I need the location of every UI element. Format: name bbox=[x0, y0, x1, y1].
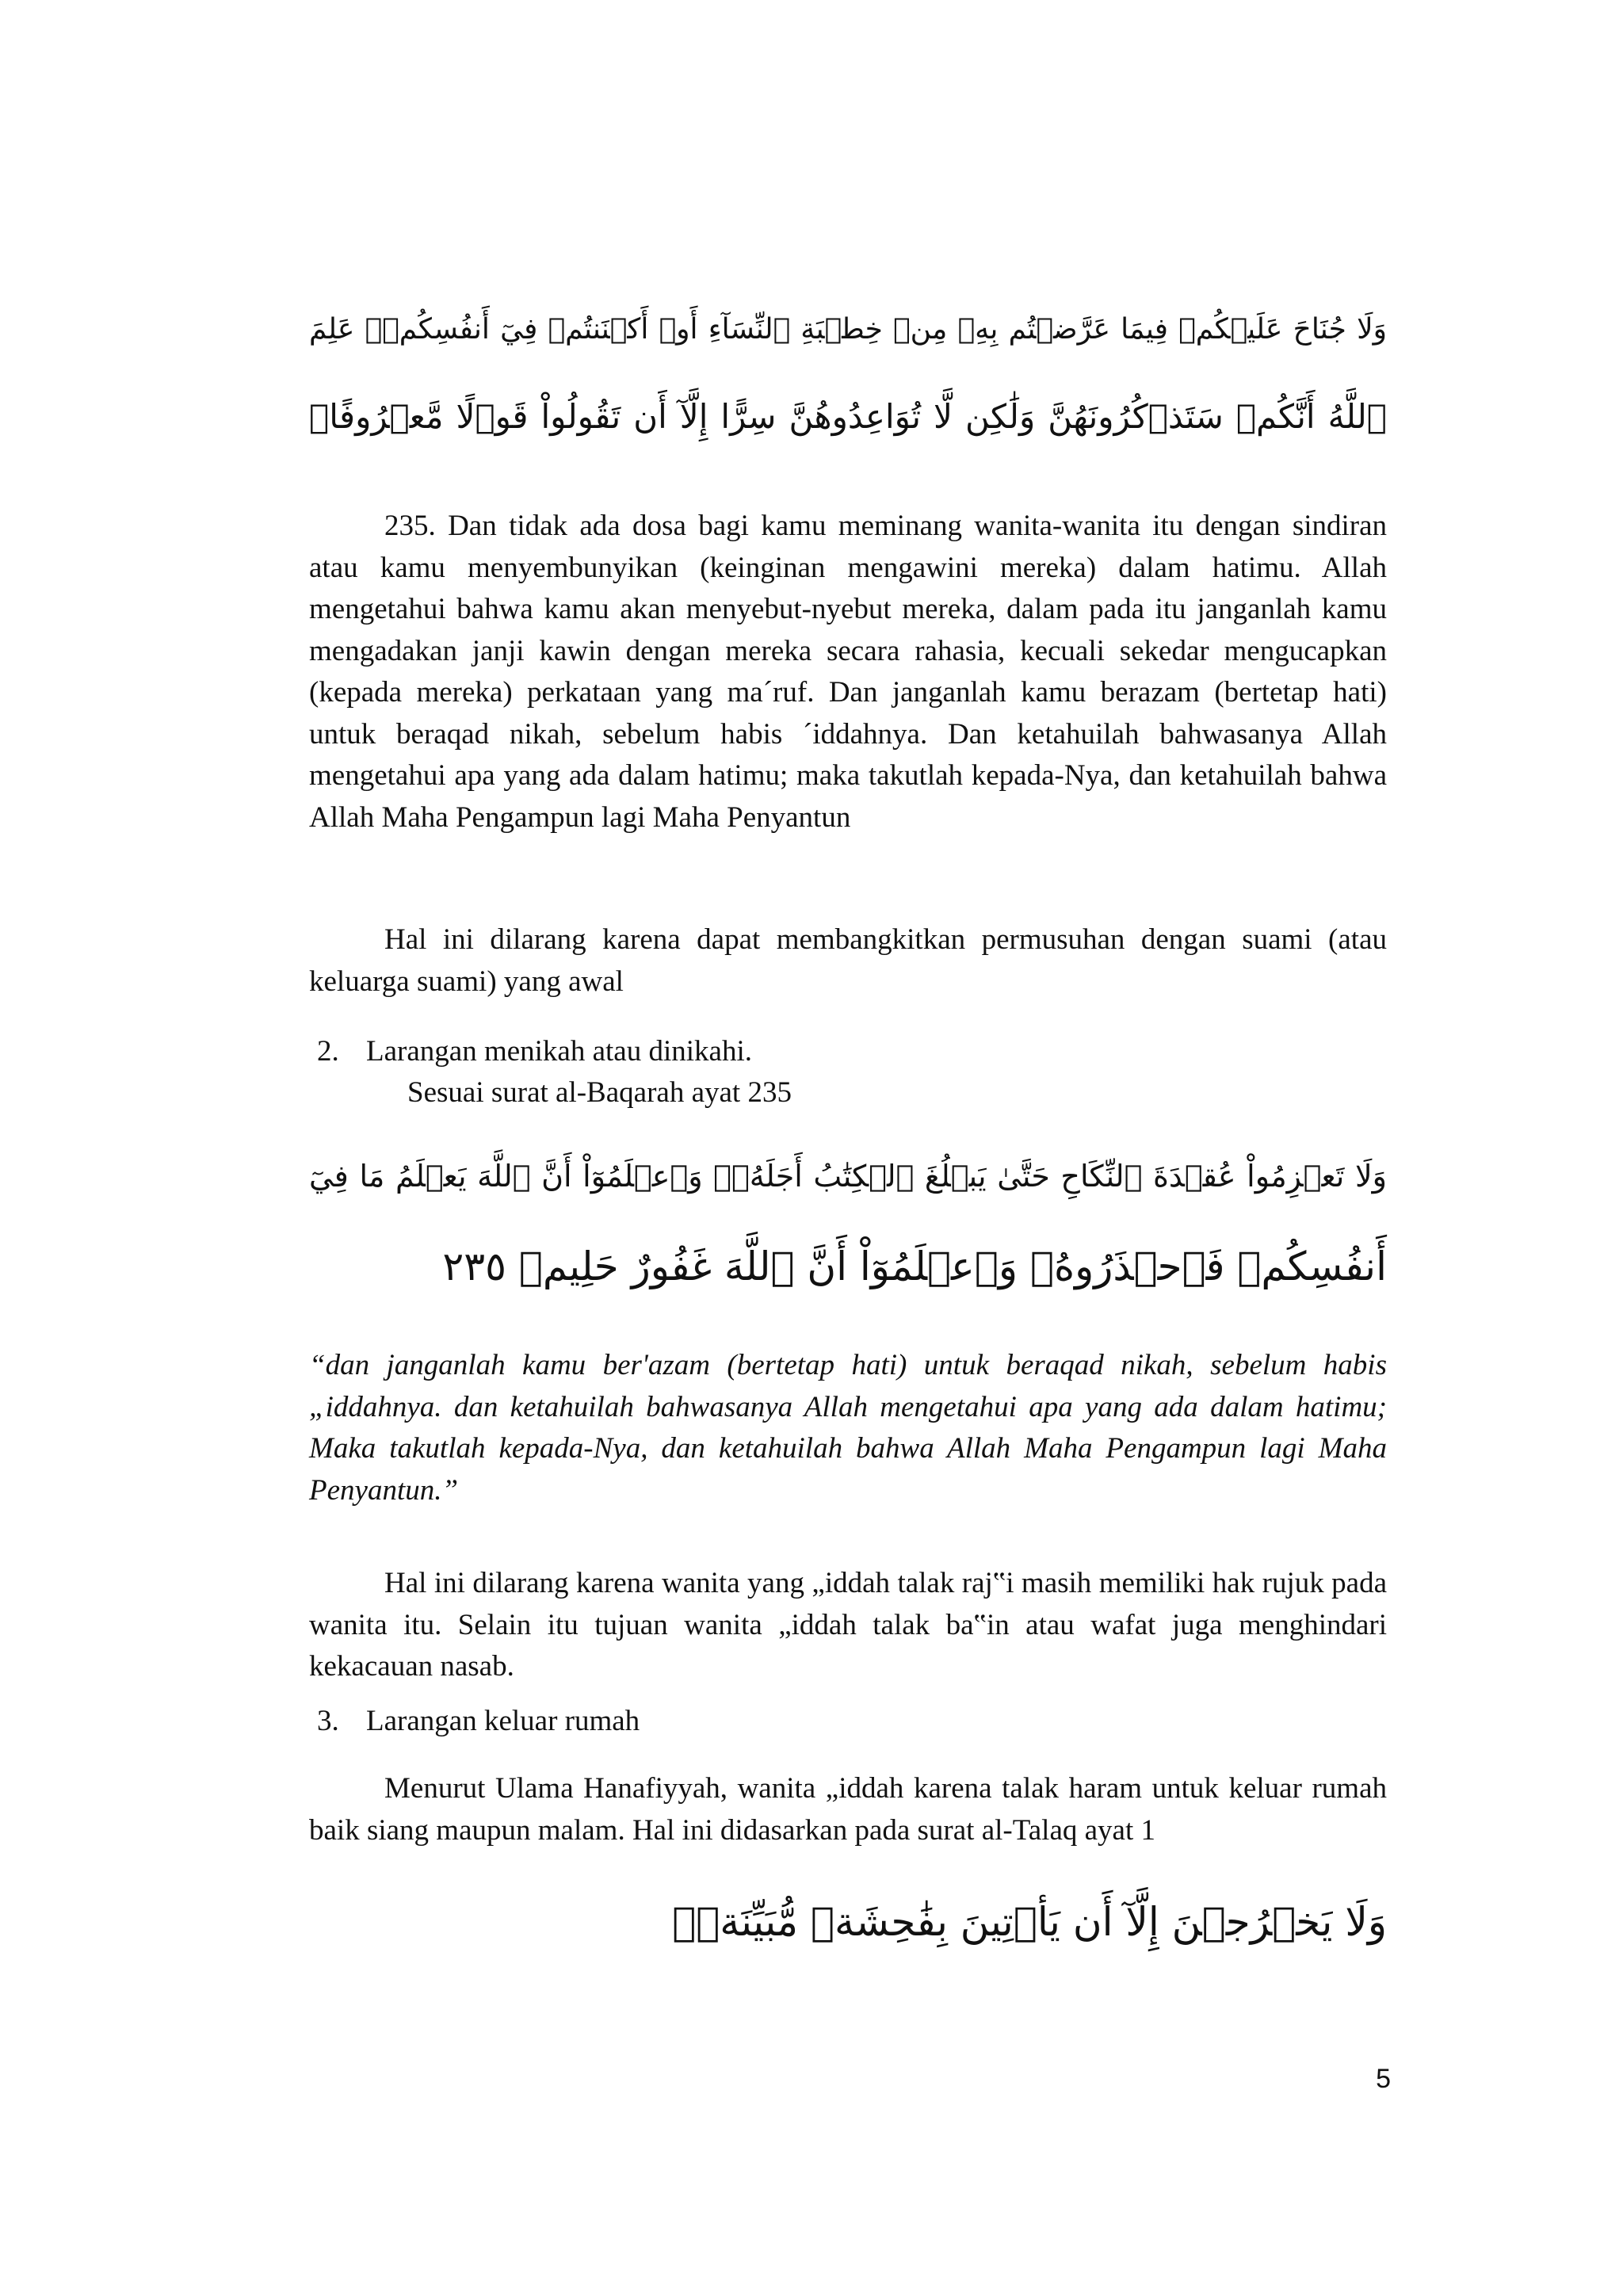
arabic-verse-line: وَلَا جُنَاحَ عَلَيۡكُمۡ فِيمَا عَرَّضۡتُم بِهِۦ مِنۡ خِطۡبَةِ ٱلنِّسَآءِ أَوۡ أَكۡنَنتُمۡ فِيٓ أَنفُسِكُمۡۚ عَلِمَ bbox=[309, 313, 1387, 346]
list-title: Larangan keluar rumah bbox=[366, 1705, 640, 1737]
quoted-translation: “dan janganlah kamu ber'azam (bertetap hati) untuk beraqad nikah, sebelum habis „iddahnya. dan ketahuilah bahwasanya Allah mengetahui apa yang ada dalam hatimu; Maka takutlah kepada-Nya, dan ketahuilah bahwa Allah Maha Pengampun lagi Maha Penyantun.” bbox=[309, 1349, 1387, 1507]
paragraph-text: (atau keluarga suami) yang awal bbox=[309, 923, 1387, 998]
list-title: Larangan menikah atau dinikahi. bbox=[366, 1035, 752, 1068]
translation-paragraph bbox=[309, 506, 1387, 839]
arabic-verse-line: وَلَا تَعۡزِمُواْ عُقۡدَةَ ٱلنِّكَاحِ حَتَّىٰ يَبۡلُغَ ٱلۡكِتَٰبُ أَجَلَهُۥۚ وَٱعۡلَمُوٓاْ أَنَّ ٱللَّهَ يَعۡلَمُ مَا فِيٓ bbox=[309, 1159, 1387, 1194]
explanation-paragraph bbox=[309, 1563, 1387, 1688]
paragraph-text: rumah baik siang maupun malam. Hal ini didasarkan pada surat al-Talaq ayat 1 bbox=[309, 1772, 1387, 1847]
arabic-verse-line: أَنفُسِكُمۡ فَٱحۡذَرُوهُۚ وَٱعۡلَمُوٓاْ أَنَّ ٱللَّهَ غَفُورٌ حَلِيمٞ ٢٣٥ bbox=[442, 1244, 1387, 1289]
paragraph-text: rujuk pada wanita itu. Selain itu tujuan wanita „iddah talak ba‟in atau wafat juga menghindari kekacauan nasab. bbox=[309, 1567, 1387, 1683]
list-item-3 bbox=[317, 1701, 640, 1743]
arabic-verse-line: وَلَا يَخۡرُجۡنَ إِلَّآ أَن يَأۡتِينَ بِفَٰحِشَةٖ مُّبَيِّنَةٖۚ bbox=[672, 1899, 1387, 1945]
list-number: 2. bbox=[317, 1035, 339, 1068]
explanation-paragraph bbox=[309, 1768, 1387, 1851]
page-number: 5 bbox=[1376, 2064, 1391, 2094]
paragraph-first-line: Menurut Ulama Hanafiyyah, wanita „iddah karena talak haram untuk keluar bbox=[384, 1772, 1302, 1805]
list-number: 3. bbox=[317, 1705, 339, 1737]
explanation-paragraph bbox=[309, 919, 1387, 1003]
arabic-verse-line: ٱللَّهُ أَنَّكُمۡ سَتَذۡكُرُونَهُنَّ وَلَٰكِن لَّا تُوَاعِدُوهُنَّ سِرًّا إِلَّآ أَن تَقُولُواْ قَوۡلًا مَّعۡرُوفًاۚ bbox=[309, 397, 1387, 436]
paragraph-first-line: 235. Dan tidak ada dosa bagi kamu meminang wanita-wanita itu dengan bbox=[384, 510, 1281, 542]
paragraph-first-line: Hal ini dilarang karena wanita yang „iddah talak raj‟i masih memiliki hak bbox=[384, 1567, 1255, 1599]
paragraph-text: sindiran atau kamu menyembunyikan (keinginan mengawini mereka) dalam hatimu. Allah mengetahui bahwa kamu akan menyebut-nyebut mereka, dalam pada itu janganlah kamu mengadakan janji kawin dengan mereka secara rahasia, kecuali sekedar mengucapkan (kepada mereka) perkataan yang ma´ruf. Dan janganlah kamu berazam (bertetap hati) untuk beraqad nikah, sebelum habis ´iddahnya. Dan ketahuilah bahwasanya Allah mengetahui apa yang ada dalam hatimu; maka takutlah kepada-Nya, dan ketahuilah bahwa Allah Maha Pengampun lagi Maha Penyantun bbox=[309, 510, 1388, 834]
paragraph-first-line: Hal ini dilarang karena dapat membangkitkan permusuhan dengan suami bbox=[384, 923, 1312, 956]
list-subtitle: Sesuai surat al-Baqarah ayat 235 bbox=[407, 1076, 792, 1109]
list-item-2 bbox=[317, 1031, 752, 1073]
